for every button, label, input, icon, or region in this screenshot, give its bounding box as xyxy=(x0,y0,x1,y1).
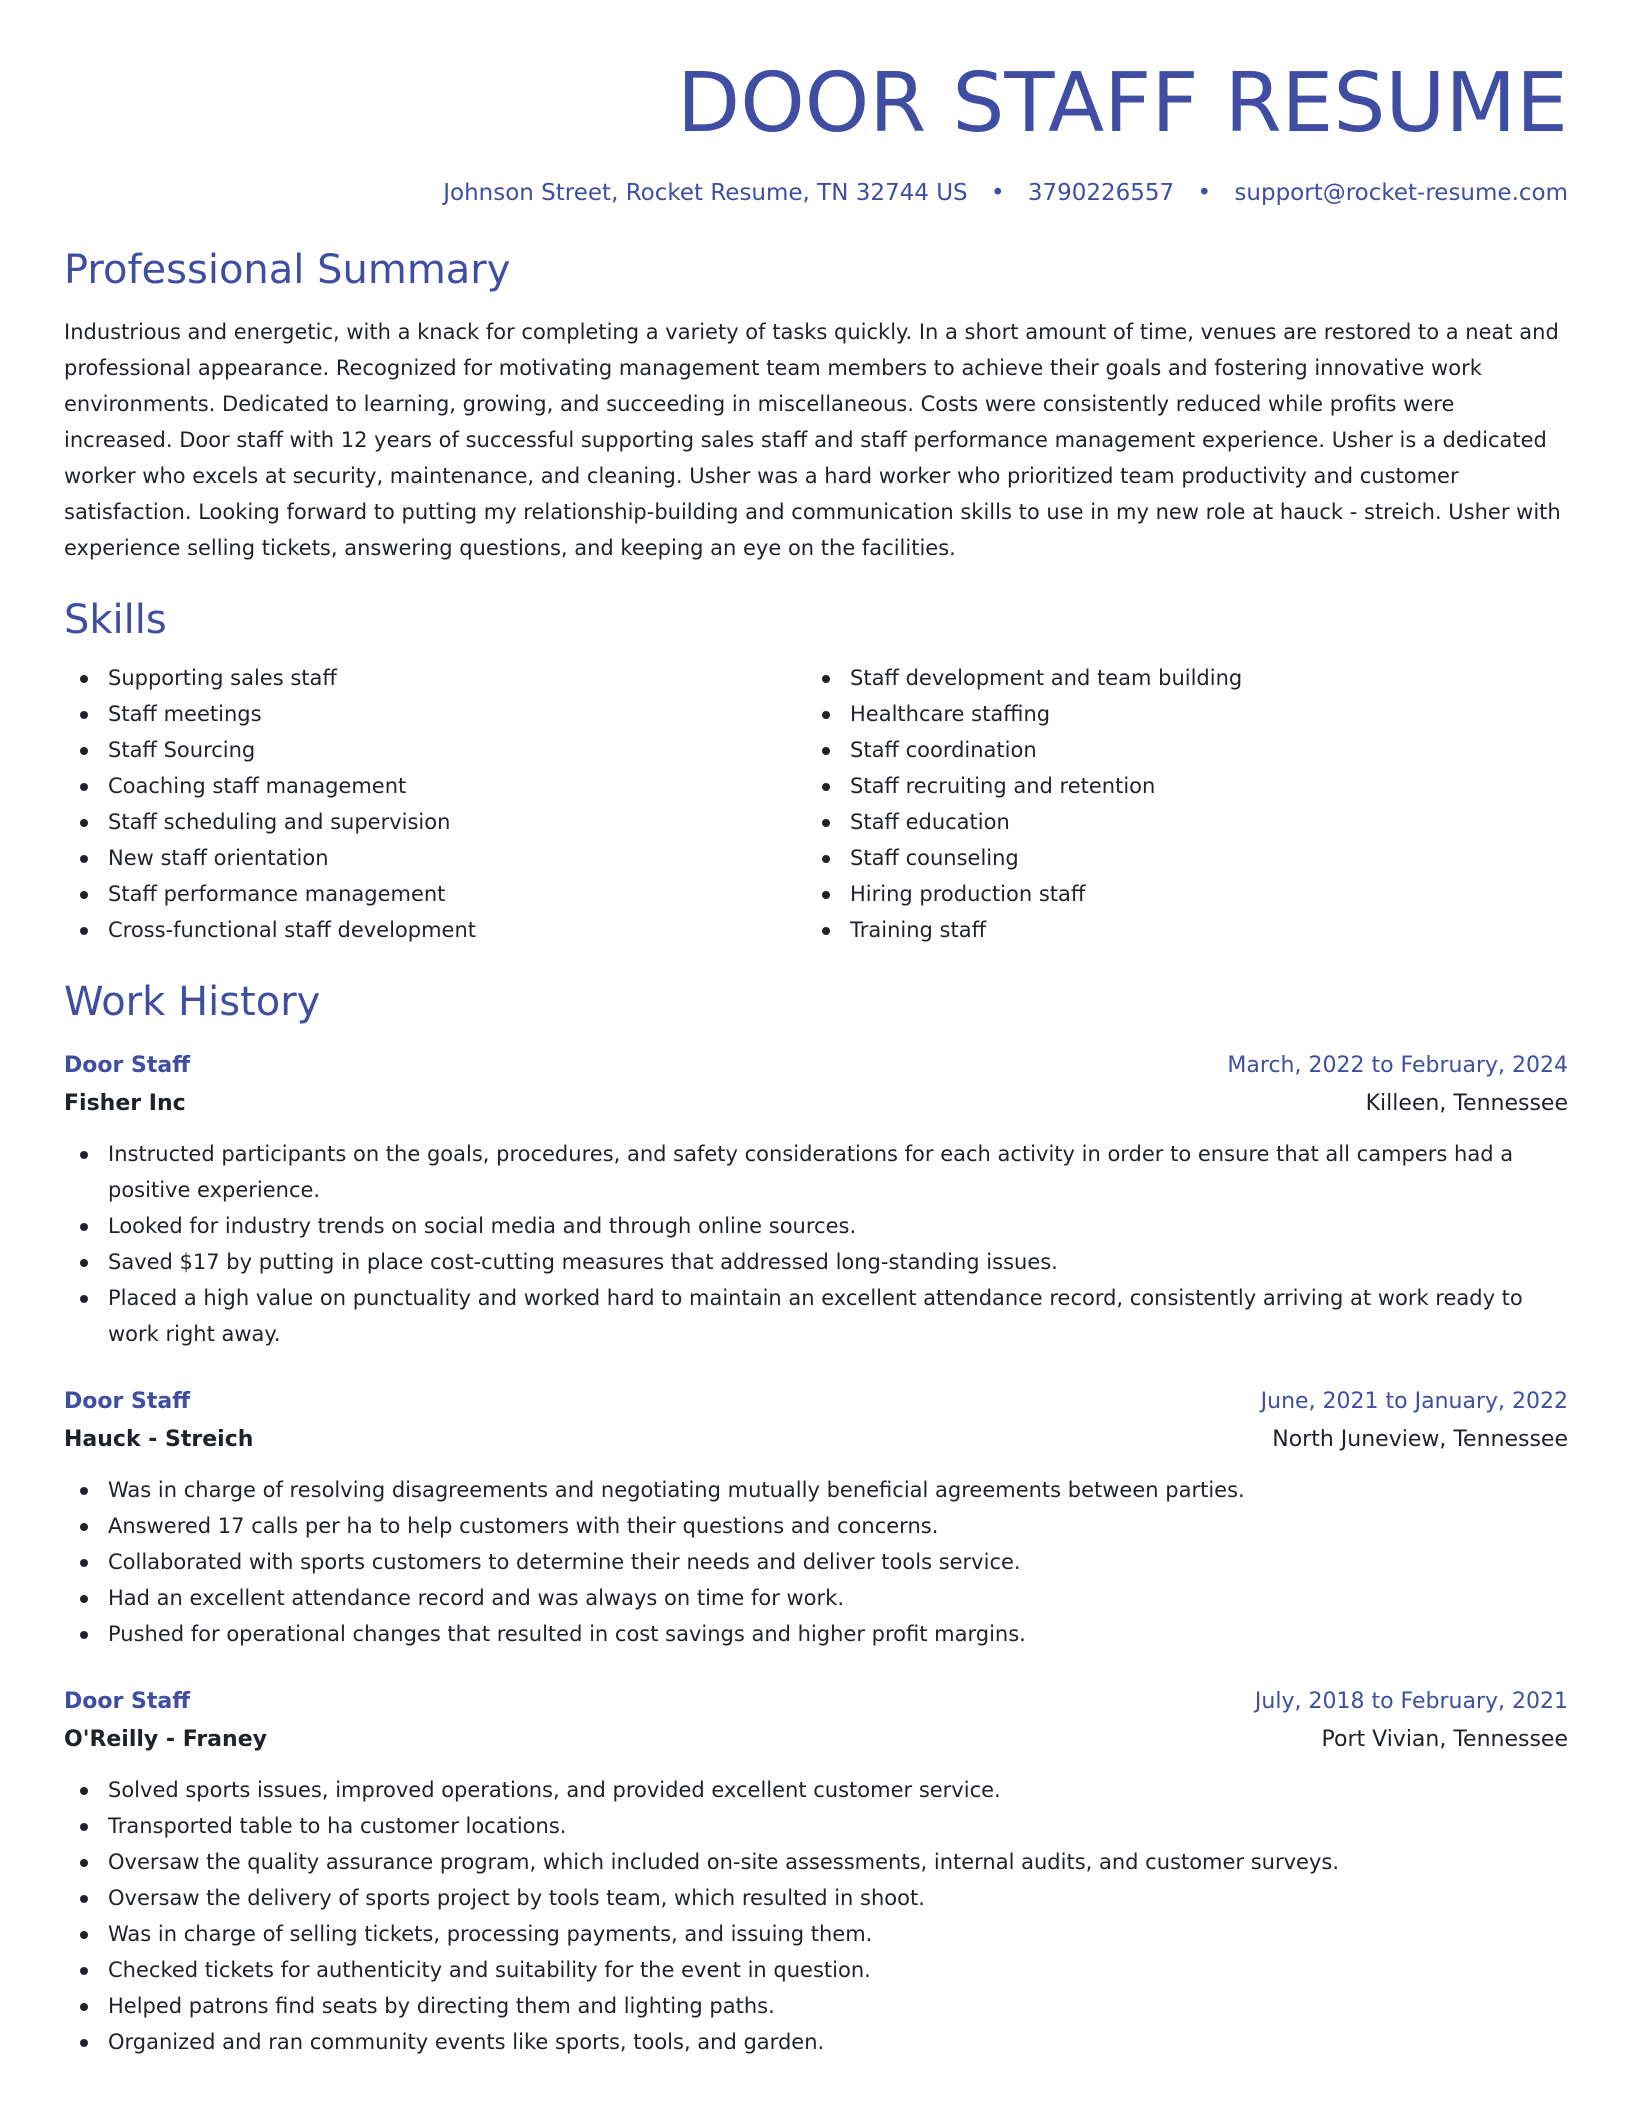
skills-column-right xyxy=(806,660,1548,948)
job-entry xyxy=(64,1384,1568,1652)
contact-address: Johnson Street, Rocket Resume, TN 32744 US xyxy=(443,180,968,206)
resume-title: DOOR STAFF RESUME xyxy=(677,56,1568,151)
job-company: O'Reilly - Franey xyxy=(64,1727,267,1752)
job-bullets xyxy=(64,1472,1568,1652)
skill-item: Staff Sourcing xyxy=(64,732,806,768)
job-bullet: Organized and ran community events like sports, tools, and garden. xyxy=(64,2024,1568,2060)
job-header-row xyxy=(64,1048,1568,1084)
job-bullet: Solved sports issues, improved operations, and provided excellent customer service. xyxy=(64,1772,1568,1808)
job-company-row xyxy=(64,1420,1568,1460)
job-bullet: Collaborated with sports customers to determine their needs and deliver tools service. xyxy=(64,1544,1568,1580)
skills-heading: Skills xyxy=(64,597,167,643)
job-company-row xyxy=(64,1084,1568,1124)
skill-item: Hiring production staff xyxy=(806,876,1548,912)
job-dates: March, 2022 to February, 2024 xyxy=(1227,1053,1568,1078)
job-bullet: Was in charge of resolving disagreements and negotiating mutually beneficial agreements between parties. xyxy=(64,1472,1568,1508)
contact-email[interactable]: support@rocket-resume.com xyxy=(1234,180,1568,206)
job-bullet: Transported table to ha customer locations. xyxy=(64,1808,1568,1844)
contact-line xyxy=(64,178,1568,208)
job-header-row xyxy=(64,1684,1568,1720)
job-title: Door Staff xyxy=(64,1689,191,1714)
skill-item: Cross-functional staff development xyxy=(64,912,806,948)
job-bullet: Helped patrons find seats by directing them and lighting paths. xyxy=(64,1988,1568,2024)
job-location: Port Vivian, Tennessee xyxy=(1321,1727,1568,1752)
skills-list xyxy=(64,660,1568,948)
skill-item: Training staff xyxy=(806,912,1548,948)
skill-item: Healthcare staffing xyxy=(806,696,1548,732)
job-title: Door Staff xyxy=(64,1053,191,1078)
job-bullet: Saved $17 by putting in place cost-cutting measures that addressed long-standing issues. xyxy=(64,1244,1568,1280)
skill-item: Staff performance management xyxy=(64,876,806,912)
job-bullet: Answered 17 calls per ha to help customers with their questions and concerns. xyxy=(64,1508,1568,1544)
job-bullet: Was in charge of selling tickets, processing payments, and issuing them. xyxy=(64,1916,1568,1952)
contact-phone[interactable]: 3790226557 xyxy=(1027,180,1175,206)
skill-item: Staff development and team building xyxy=(806,660,1548,696)
skill-item: Staff meetings xyxy=(64,696,806,732)
job-bullets xyxy=(64,1136,1568,1352)
job-bullets xyxy=(64,1772,1568,2060)
job-location: Killeen, Tennessee xyxy=(1365,1091,1568,1116)
skill-item: Supporting sales staff xyxy=(64,660,806,696)
job-location: North Juneview, Tennessee xyxy=(1272,1427,1568,1452)
job-dates: July, 2018 to February, 2021 xyxy=(1254,1689,1568,1714)
skill-item: Staff recruiting and retention xyxy=(806,768,1548,804)
work-history-heading: Work History xyxy=(64,979,321,1025)
job-bullet: Pushed for operational changes that resulted in cost savings and higher profit margins. xyxy=(64,1616,1568,1652)
job-bullet: Had an excellent attendance record and was always on time for work. xyxy=(64,1580,1568,1616)
skill-item: Staff coordination xyxy=(806,732,1548,768)
contact-separator: • xyxy=(990,180,1005,206)
job-dates: June, 2021 to January, 2022 xyxy=(1260,1389,1568,1414)
job-bullet: Looked for industry trends on social media and through online sources. xyxy=(64,1208,1568,1244)
job-company: Fisher Inc xyxy=(64,1091,186,1116)
job-entry xyxy=(64,1684,1568,2060)
job-bullet: Oversaw the quality assurance program, which included on-site assessments, internal audits, and customer surveys. xyxy=(64,1844,1568,1880)
skill-item: Staff education xyxy=(806,804,1548,840)
contact-separator: • xyxy=(1197,180,1212,206)
job-bullet: Checked tickets for authenticity and suitability for the event in question. xyxy=(64,1952,1568,1988)
summary-heading: Professional Summary xyxy=(64,247,511,293)
skill-item: Staff counseling xyxy=(806,840,1548,876)
job-title: Door Staff xyxy=(64,1389,191,1414)
resume-page xyxy=(64,0,1568,2060)
job-company-row xyxy=(64,1720,1568,1760)
job-bullet: Oversaw the delivery of sports project by tools team, which resulted in shoot. xyxy=(64,1880,1568,1916)
job-company: Hauck - Streich xyxy=(64,1427,254,1452)
skills-column-left xyxy=(64,660,806,948)
job-entry xyxy=(64,1048,1568,1352)
skill-item: Coaching staff management xyxy=(64,768,806,804)
job-header-row xyxy=(64,1384,1568,1420)
skill-item: Staff scheduling and supervision xyxy=(64,804,806,840)
skill-item: New staff orientation xyxy=(64,840,806,876)
job-bullet: Instructed participants on the goals, procedures, and safety considerations for each activity in order to ensure that all campers had a positive experience. xyxy=(64,1136,1568,1208)
job-bullet: Placed a high value on punctuality and worked hard to maintain an excellent attendance record, consistently arriving at work ready to work right away. xyxy=(64,1280,1568,1352)
summary-text: Industrious and energetic, with a knack for completing a variety of tasks quickly. In a short amount of time, venues are restored to a neat and professional appearance. Recognized for motivating management team members to achieve their goals and fostering innovative work environments. Dedicated to learning, growing, and succeeding in miscellaneous. Costs were consistently reduced while profits were increased. Door staff with 12 years of successful supporting sales staff and staff performance management experience. Usher is a dedicated worker who excels at security, maintenance, and cleaning. Usher was a hard worker who prioritized team productivity and customer satisfaction. Looking forward to putting my relationship-building and communication skills to use in my new role at hauck - streich. Usher with experience selling tickets, answering questions, and keeping an eye on the facilities. xyxy=(64,320,1561,560)
